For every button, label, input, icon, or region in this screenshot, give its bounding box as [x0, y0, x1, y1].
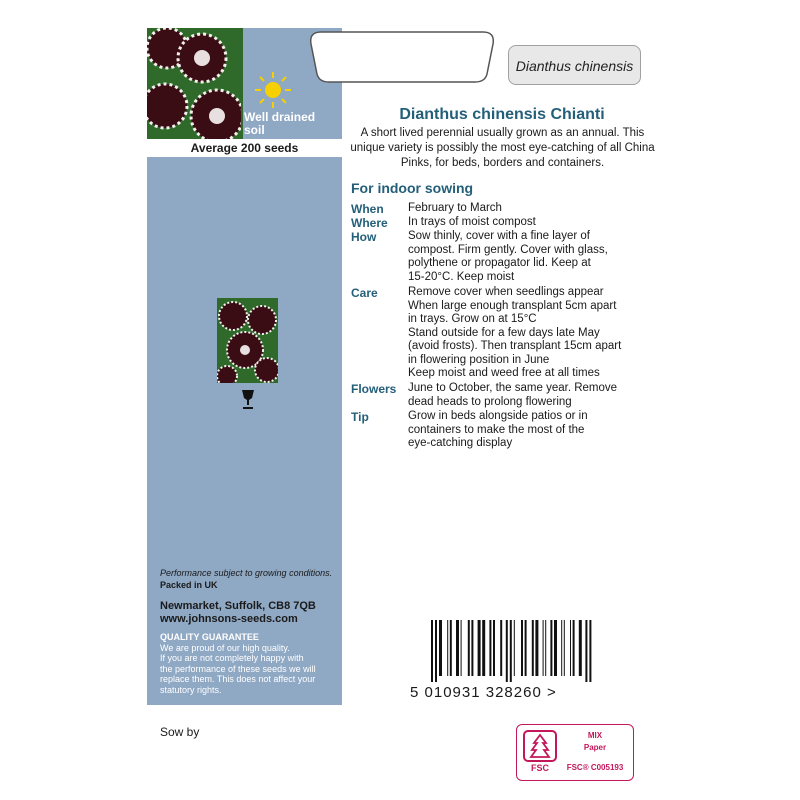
barcode-bar: [468, 620, 470, 676]
barcode-bar: [564, 620, 565, 676]
barcode-bar: [579, 620, 582, 676]
quality-line: We are proud of our high quality.: [160, 642, 290, 653]
quality-title: QUALITY GUARANTEE: [160, 632, 259, 642]
barcode: [429, 620, 634, 682]
flower-photo-small: [217, 298, 278, 383]
row-line: compost. Firm gently. Cover with glass,: [408, 243, 608, 256]
barcode-bar: [532, 620, 534, 676]
quality-line: replace them. This does not affect your: [160, 674, 316, 684]
barcode-bar: [510, 620, 512, 682]
row-line: Stand outside for a few days late May: [408, 326, 600, 339]
row-line: eye-catching display: [408, 437, 513, 449]
intro-text: A short lived perennial usually grown as an annual. This unique variety is possibly the most eye-catching of all China Pinks, for beds, borders and containers.: [350, 127, 655, 169]
barcode-bar: [447, 620, 448, 676]
barcode-bar: [550, 620, 552, 676]
row-line: Grow in beds alongside patios or in: [408, 410, 588, 422]
barcode-bar: [585, 620, 587, 682]
barcode-bar: [456, 620, 459, 676]
row-line: February to March: [408, 202, 502, 214]
barcode-bar: [435, 620, 437, 682]
sun-icon: [243, 70, 303, 110]
row-line: Remove cover when seedlings appear: [408, 286, 604, 298]
barcode-bar: [514, 620, 515, 676]
barcode-bar: [450, 620, 452, 676]
row-line: June to October, the same year. Remove: [408, 382, 618, 394]
fsc-tree-icon: [522, 729, 558, 773]
row-value: [408, 230, 658, 284]
quality-guarantee: [160, 632, 340, 695]
row-line: When large enough transplant 5cm apart: [408, 299, 617, 312]
website-link[interactable]: www.johnsons-seeds.com: [160, 613, 298, 625]
barcode-bar: [589, 620, 591, 682]
row-line: in trays. Grow on at 15°C: [408, 313, 537, 325]
seed-count: Average 200 seeds: [147, 139, 342, 157]
barcode-bar: [482, 620, 485, 676]
sowing-heading: For indoor sowing: [351, 180, 474, 196]
quality-line: statutory rights.: [160, 684, 222, 695]
barcode-number: 5 010931 328260 >: [410, 684, 557, 701]
barcode-bar: [521, 620, 523, 676]
barcode-bar: [573, 620, 575, 676]
row-line: 15-20°C. Keep moist: [408, 270, 515, 283]
barcode-bar: [489, 620, 491, 676]
barcode-bar: [545, 620, 546, 676]
quality-line: the performance of these seeds we will: [160, 663, 316, 674]
quality-line: If you are not completely happy with: [160, 653, 304, 663]
row-line: Sow thinly, cover with a fine layer of: [408, 230, 590, 242]
barcode-bar: [493, 620, 495, 676]
row-line: polythene or propagator lid. Keep at: [408, 257, 591, 269]
row-label: How: [351, 230, 377, 244]
fsc-logo-text: FSC: [531, 763, 549, 773]
address-line1: Newmarket, Suffolk, CB8 7QB: [160, 600, 316, 612]
row-value: [408, 216, 658, 230]
row-value: [408, 410, 658, 451]
row-label: Tip: [351, 410, 369, 424]
fsc-text: [558, 731, 632, 773]
barcode-bar: [543, 620, 544, 676]
drainage-label: [244, 111, 315, 137]
address-block: [160, 600, 316, 626]
fsc-paper: Paper: [583, 743, 607, 752]
barcode-bar: [535, 620, 538, 676]
row-label: Where: [351, 216, 388, 230]
barcode-bar: [525, 620, 527, 676]
packed-in: Packed in UK: [160, 580, 218, 590]
rhs-award-icon: [238, 388, 258, 412]
row-label: Care: [351, 286, 378, 300]
fsc-mix: MIX: [587, 731, 603, 740]
row-value: [408, 286, 658, 381]
barcode-bar: [561, 620, 562, 676]
fsc-code: FSC® C005193: [566, 763, 624, 772]
barcode-bar: [500, 620, 502, 676]
barcode-bar: [461, 620, 462, 676]
barcode-bar: [439, 620, 442, 676]
row-line: In trays of moist compost: [408, 216, 536, 228]
row-line: Keep moist and weed free at all times: [408, 367, 600, 379]
barcode-bar: [506, 620, 508, 682]
drainage-line1: Well drained: [244, 110, 316, 124]
barcode-bar: [554, 620, 557, 676]
row-value: [408, 202, 658, 216]
drainage-line2: soil: [244, 123, 265, 137]
species-tag: Dianthus chinensis: [508, 45, 641, 85]
row-line: dead heads to prolong flowering: [408, 395, 572, 408]
performance-note: Performance subject to growing conditions.: [160, 568, 333, 578]
sow-by-label: Sow by: [160, 725, 200, 739]
barcode-bar: [431, 620, 433, 682]
row-value: [408, 382, 658, 409]
row-line: (avoid frosts). Then transplant 15cm apart: [408, 340, 622, 352]
barcode-bar: [471, 620, 473, 676]
barcode-bar: [570, 620, 571, 676]
row-line: in flowering position in June: [408, 353, 550, 366]
row-label: When: [351, 202, 384, 216]
page-title: Dianthus chinensis Chianti: [399, 106, 605, 123]
row-label: Flowers: [351, 382, 397, 396]
barcode-bar: [478, 620, 481, 676]
row-line: containers to make the most of the: [408, 423, 585, 436]
hang-hole-cutout: [307, 28, 497, 86]
